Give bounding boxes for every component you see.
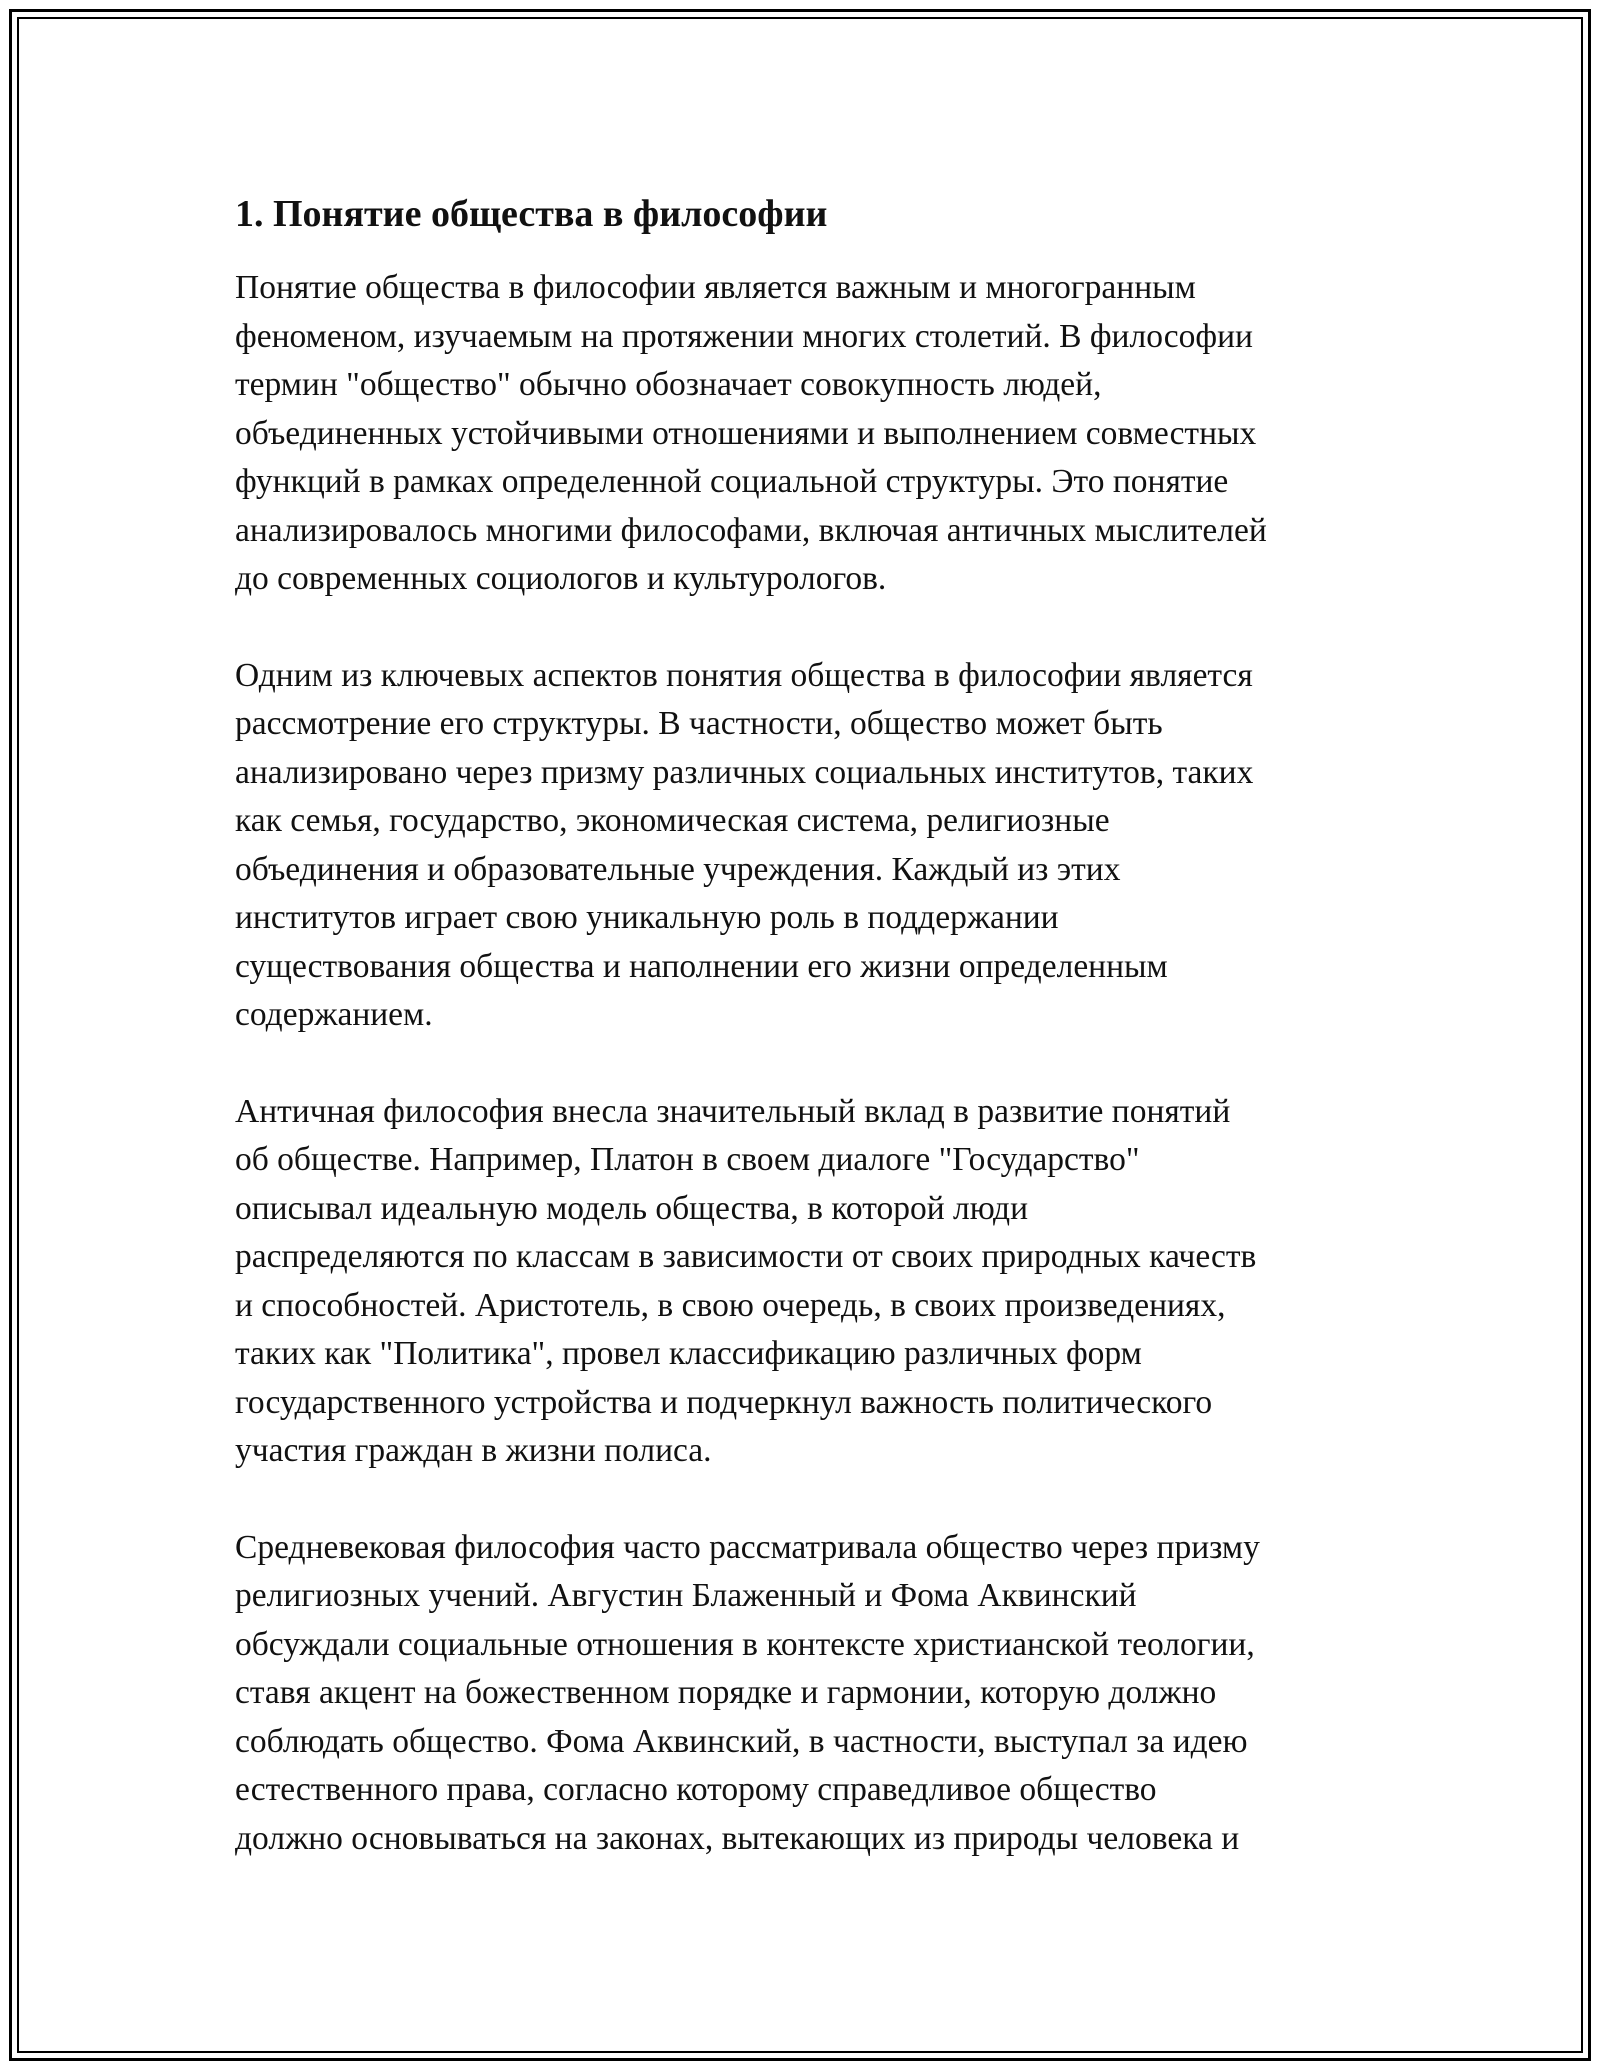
document-body (235, 190, 1385, 1911)
section-heading: 1. Понятие общества в философии (235, 193, 828, 235)
paragraph-1: Понятие общества в философии является важным и многогранным феноменом, изучаемым на протяжении многих столетий. В философии термин "общество" обычно обозначает совокупность людей, объединенных устойчивыми отношениями и выполнением совместных функций в рамках определенной социальной структуры. Это понятие анализировалось многими философами, включая античных мыслителей до современных социологов и культурологов. (235, 269, 1267, 597)
paragraph-2: Одним из ключевых аспектов понятия общества в философии является рассмотрение его структуры. В частности, общество может быть анализировано через призму различных социальных институтов, таких как семья, государство, экономическая система, религиозные объединения и образовательные учреждения. Каждый из этих институтов играет свою уникальную роль в поддержании существования общества и наполнении его жизни определенным содержанием. (235, 656, 1254, 1033)
paragraph-3: Античная философия внесла значительный вклад в развитие понятий об обществе. Например, Платон в своем диалоге "Государство" описывал идеальную модель общества, в которой люди распределяются по классам в зависимости от своих природных качеств и способностей. Аристотель, в свою очередь, в своих произведениях, таких как "Политика", провел классификацию различных форм государственного устройства и подчеркнул важность политического участия граждан в жизни полиса. (235, 1092, 1257, 1469)
paragraph-4: Средневековая философия часто рассматривала общество через призму религиозных учений. Августин Блаженный и Фома Аквинский обсуждали социальные отношения в контексте христианской теологии, ставя акцент на божественном порядке и гармонии, которую должно соблюдать общество. Фома Аквинский, в частности, выступал за идею естественного права, согласно которому справедливое общество должно основываться на законах, вытекающих из природы человека и (235, 1528, 1260, 1857)
